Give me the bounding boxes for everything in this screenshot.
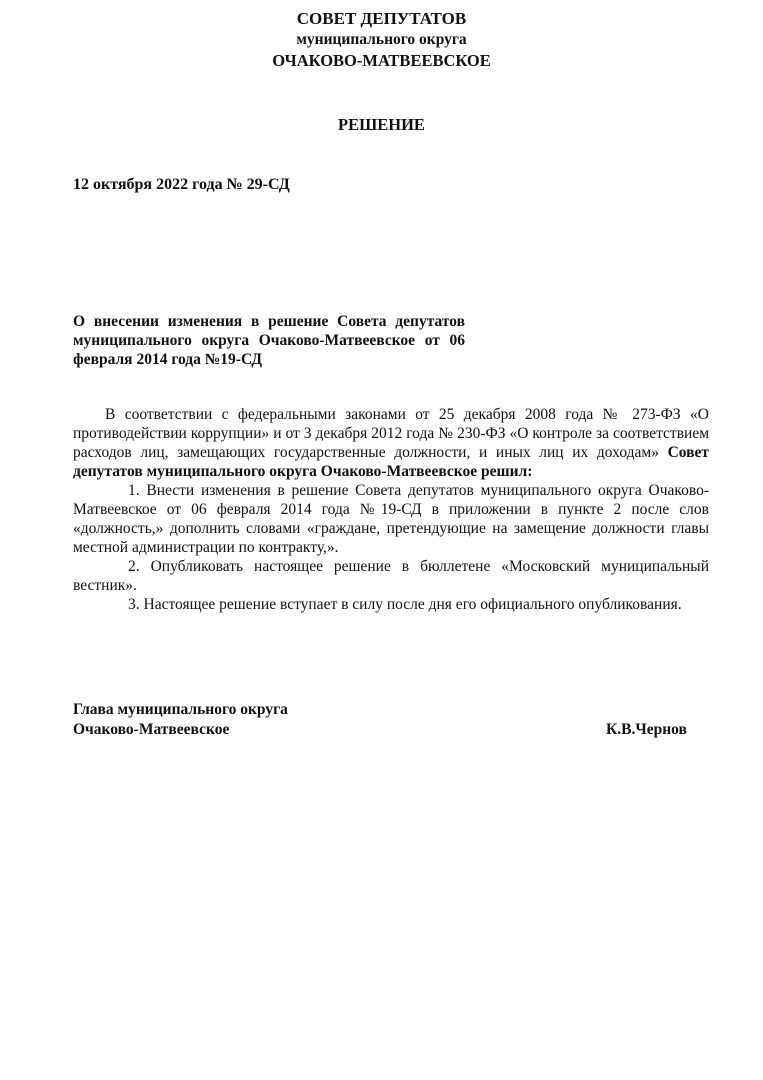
- resolution-item-2: 2. Опубликовать настоящее решение в бюллетене «Московский муниципальный вестник».: [73, 558, 709, 594]
- signatory-title-line-1: Глава муниципального округа: [73, 701, 288, 718]
- document-subject: О внесении изменения в решение Совета депутатов муниципального округа Очаково-Матвеевское от 06 февраля 2014 года №19-СД: [73, 313, 465, 368]
- preamble-paragraph: [73, 405, 709, 481]
- signatory-title-line-2: Очаково-Матвеевское: [73, 721, 230, 738]
- document-date-number: 12 октября 2022 года № 29-СД: [73, 176, 290, 193]
- council-subtitle: муниципального округа: [296, 31, 467, 48]
- resolve-phrase: Совет депутатов муниципального округа Очаково-Матвеевское решил:: [73, 444, 709, 480]
- document-body: [73, 405, 709, 614]
- document-type: РЕШЕНИЕ: [338, 115, 425, 134]
- resolution-item-1: 1. Внести изменения в решение Совета депутатов муниципального округа Очаково-Матвеевское от 06 февраля 2014 года №19-СД в приложении в пункте 2 после слов «должность,» дополнить словами «граждане, претендующие на замещение должности главы местной администрации по контракту,».: [73, 482, 709, 556]
- district-name: ОЧАКОВО-МАТВЕЕВСКОЕ: [272, 51, 491, 70]
- council-name: СОВЕТ ДЕПУТАТОВ: [296, 9, 467, 28]
- preamble-text: В соответствии с федеральными законами от 25 декабря 2008 года № 273-ФЗ «О противодействии коррупции» и от 3 декабря 2012 года № 230-ФЗ «О контроле за соответствием расходов лиц, замещающих государственные должности, и иных лиц их доходам»: [73, 406, 709, 461]
- resolution-item-3: 3. Настоящее решение вступает в силу после дня его официального опубликования.: [128, 596, 682, 613]
- signatory-name: К.В.Чернов: [606, 721, 687, 738]
- signatory-title: [73, 700, 288, 740]
- document-header: [0, 8, 763, 72]
